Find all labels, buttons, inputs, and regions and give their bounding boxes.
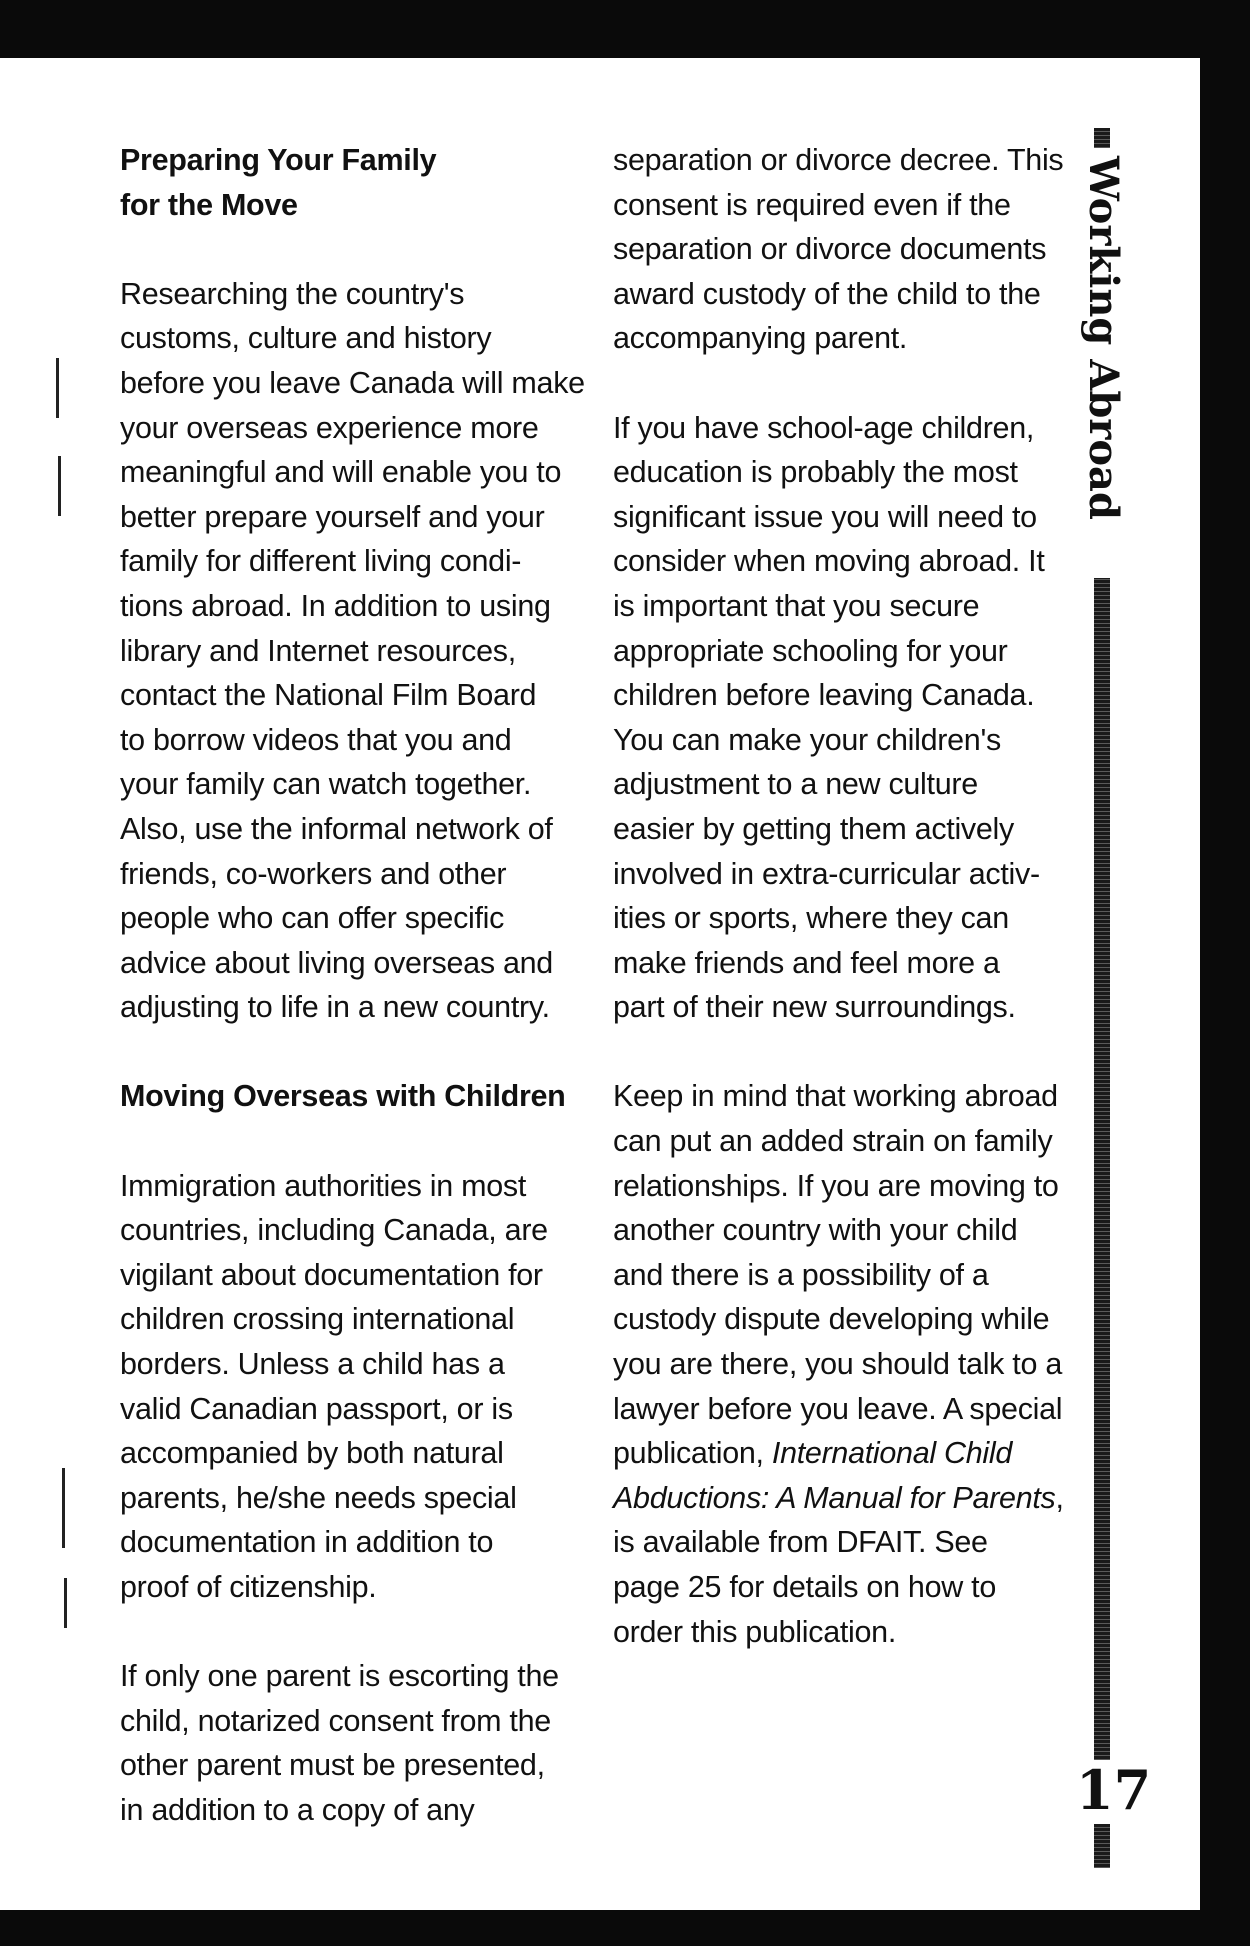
side-title: Working Abroad: [1080, 156, 1127, 520]
document-page: [0, 58, 1200, 1910]
section-heading-moving-with-children: Moving Overseas with Children: [120, 1079, 566, 1114]
custody-text-lead: Keep in mind that working abroad can put an added strain on family relationships. If you are moving to another country with your child and there is a possibility of a custody dispute developing while you are there, you should talk to a lawyer before you leave. A special publication,: [613, 1079, 1063, 1471]
scan-mark: [64, 1578, 67, 1628]
page-number-container: [1070, 1758, 1152, 1824]
right-column: [613, 138, 1073, 1654]
scan-mark: [62, 1468, 65, 1548]
left-column: [120, 138, 590, 1833]
side-tab: [1076, 128, 1152, 1868]
paragraph-one-parent-consent: If only one parent is escorting the child, notarized consent from the other parent must be presented, in addition to a copy of any: [120, 1659, 559, 1827]
custody-text-tail: , is available from DFAIT. See page 25 for details on how to order this publication.: [613, 1480, 1064, 1649]
paragraph-school-age-children: If you have school-age children, education is probably the most significant issue you will need to consider when moving abroad. It is important that you secure appropriate schooling for your children before leaving Canada. You can make your children's adjustment to a new culture easier by getting them actively involved in extra-curricular activ- ities or sports, where they can make friends and feel more a part of their new surroundings.: [613, 410, 1045, 1025]
paragraph-immigration-authorities: Immigration authorities in most countries, including Canada, are vigilant about documentation for children crossing international borders. Unless a child has a valid Canadian passport, or is accompanied by both natural parents, he/she needs special documentation in addition to proof of citizenship.: [120, 1168, 548, 1604]
scan-border-right: [1200, 0, 1250, 1946]
paragraph-preparing-family: Researching the country's customs, culture and history before you leave Canada will make your overseas experience more meaningful and will enable you to better prepare yourself and your family for different living condi- tions abroad. In addition to using library and Internet resources, contact the National Film Board to borrow videos that you and your family can watch together. Also, use the informal network of friends, co-workers and other people who can offer specific advice about living overseas and adjusting to life in a new country.: [120, 276, 585, 1025]
side-title-container: [1076, 148, 1128, 578]
scan-mark: [58, 456, 61, 516]
publication-title: International Child Abductions: A Manual for Parents: [613, 1436, 1056, 1515]
paragraph-separation-decree: separation or divorce decree. This consent is required even if the separation or divorce documents award custody of the child to the accompanying parent.: [613, 143, 1064, 356]
section-heading-preparing-family: Preparing Your Family for the Move: [120, 143, 437, 222]
scan-border-top: [0, 0, 1250, 58]
page-number: 17: [1076, 1758, 1152, 1822]
scan-border-bottom: [0, 1910, 1250, 1946]
paragraph-custody-dispute: [613, 1074, 1073, 1654]
scan-mark: [56, 358, 59, 418]
